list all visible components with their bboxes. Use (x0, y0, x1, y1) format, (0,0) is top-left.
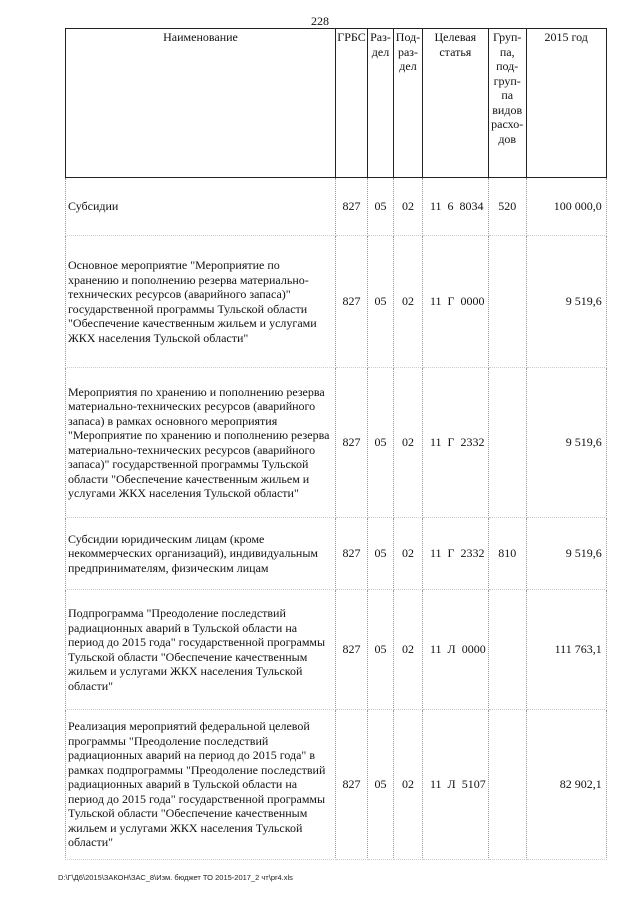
row-amount: 100 000,0 (526, 178, 606, 236)
page-number: 228 (311, 14, 329, 28)
header-name: Наименование (66, 29, 336, 178)
row-name: Реализация мероприятий федеральной целевой программы "Преодоление последствий радиационных аварий на период до 2015 года" в рамках подпрограммы "Преодоление последствий радиационных аварий в Тульской области на период до 2015 года" государственной программы Тульской области "Обеспечение качественным жильем и услугами ЖКХ населения Тульской области" (66, 710, 336, 860)
row-subsection: 02 (394, 590, 423, 710)
row-name: Основное мероприятие "Мероприятие по хранению и пополнению резерва материально-технических ресурсов (аварийного запаса)" государственной программы Тульской области "Обеспечение качественным жильем и услугами ЖКХ населения Тульской области" (66, 236, 336, 368)
table-row (66, 710, 607, 860)
row-subsection: 02 (394, 236, 423, 368)
row-amount: 9 519,6 (526, 368, 606, 518)
row-grbs: 827 (336, 710, 368, 860)
row-grbs: 827 (336, 236, 368, 368)
row-amount: 111 763,1 (526, 590, 606, 710)
table-row (66, 518, 607, 590)
row-subsection: 02 (394, 368, 423, 518)
row-target-article: 11 Л 0000 (423, 590, 489, 710)
row-subsection: 02 (394, 518, 423, 590)
row-subsection: 02 (394, 178, 423, 236)
row-section: 05 (368, 710, 394, 860)
row-amount: 9 519,6 (526, 236, 606, 368)
row-expense-group (488, 368, 526, 518)
row-expense-group (488, 236, 526, 368)
budget-table (65, 28, 607, 860)
row-name: Субсидии (66, 178, 336, 236)
header-target-article: Целевая статья (423, 29, 489, 178)
table-row (66, 368, 607, 518)
row-subsection: 02 (394, 710, 423, 860)
row-grbs: 827 (336, 518, 368, 590)
header-subsection: Под-раз-дел (394, 29, 423, 178)
table-row (66, 236, 607, 368)
header-year-2015: 2015 год (526, 29, 606, 178)
table-row (66, 178, 607, 236)
row-expense-group: 810 (488, 518, 526, 590)
row-grbs: 827 (336, 178, 368, 236)
row-expense-group: 520 (488, 178, 526, 236)
row-section: 05 (368, 590, 394, 710)
table-header-row (66, 29, 607, 178)
header-expense-group: Груп-па, под-груп-па видов расхо-дов (488, 29, 526, 178)
row-expense-group (488, 710, 526, 860)
row-section: 05 (368, 178, 394, 236)
row-name: Подпрограмма "Преодоление последствий радиационных аварий в Тульской области на период до 2015 года" государственной программы Тульской области "Обеспечение качественным жильем и услугами ЖКХ населения Тульской области" (66, 590, 336, 710)
row-target-article: 11 Г 2332 (423, 518, 489, 590)
row-amount: 9 519,6 (526, 518, 606, 590)
row-target-article: 11 6 8034 (423, 178, 489, 236)
footer-file-path: D:\Г\Д6\2015\ЗАКОН\ЗАС_8\Изм. бюджет ТО 2015-2017_2 чт\pr4.xls (58, 873, 293, 882)
row-target-article: 11 Г 2332 (423, 368, 489, 518)
row-expense-group (488, 590, 526, 710)
row-name: Субсидии юридическим лицам (кроме некоммерческих организаций), индивидуальным предпринимателям, физическим лицам (66, 518, 336, 590)
header-section: Раз-дел (368, 29, 394, 178)
row-section: 05 (368, 518, 394, 590)
row-grbs: 827 (336, 590, 368, 710)
row-section: 05 (368, 236, 394, 368)
table-row (66, 590, 607, 710)
header-grbs: ГРБС (336, 29, 368, 178)
row-target-article: 11 Л 5107 (423, 710, 489, 860)
row-section: 05 (368, 368, 394, 518)
row-grbs: 827 (336, 368, 368, 518)
row-name: Мероприятия по хранению и пополнению резерва материально-технических ресурсов (аварийного запаса) в рамках основного мероприятия "Мероприятие по хранению и пополнению резерва материально-технических ресурсов (аварийного запаса)" государственной программы Тульской области "Обеспечение качественным жильем и услугами ЖКХ населения Тульской области" (66, 368, 336, 518)
row-target-article: 11 Г 0000 (423, 236, 489, 368)
row-amount: 82 902,1 (526, 710, 606, 860)
